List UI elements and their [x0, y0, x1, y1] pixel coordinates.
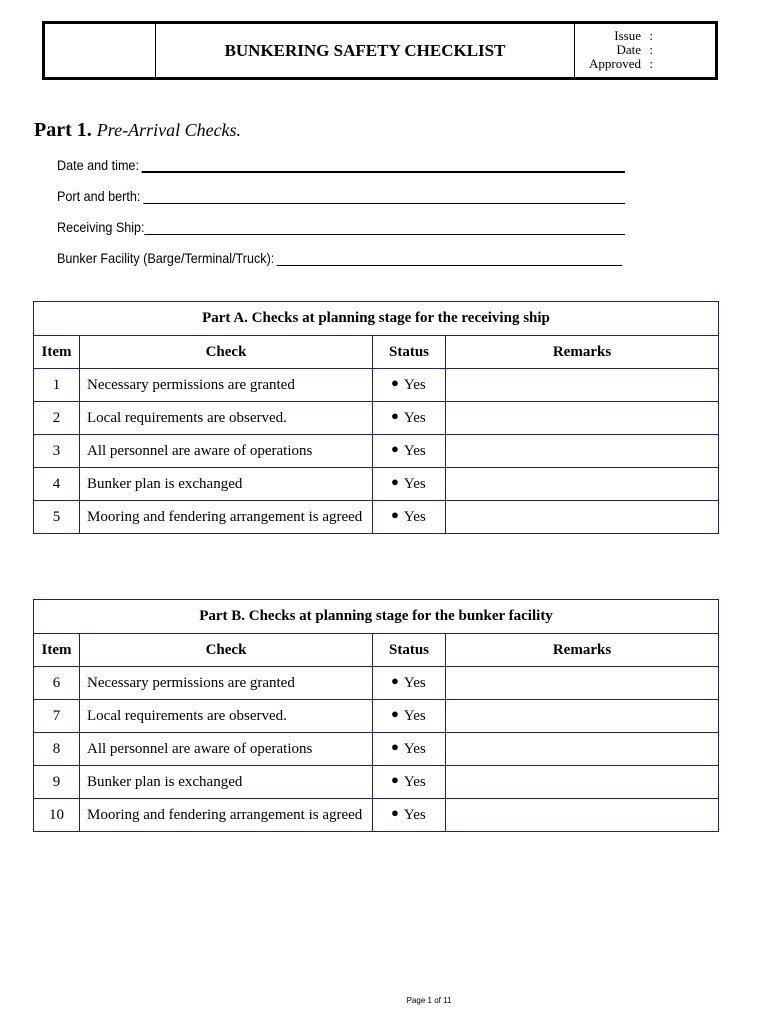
row-remarks[interactable]	[446, 667, 719, 700]
table-row	[34, 435, 719, 468]
row-status-value: Yes	[403, 773, 426, 790]
row-status[interactable]	[373, 468, 446, 501]
row-remarks[interactable]	[446, 799, 719, 832]
bullet-icon: ●	[391, 473, 399, 489]
col-check-header: Check	[80, 634, 373, 667]
row-item: 10	[34, 799, 80, 832]
row-item: 3	[34, 435, 80, 468]
col-status-header: Status	[373, 634, 446, 667]
bullet-icon: ●	[391, 705, 399, 721]
meta-issue-sep: :	[649, 28, 653, 43]
document-title: BUNKERING SAFETY CHECKLIST	[156, 24, 575, 77]
table-row	[34, 369, 719, 402]
row-status-value: Yes	[403, 409, 426, 426]
row-status[interactable]	[373, 700, 446, 733]
meta-date-sep: :	[649, 42, 653, 57]
col-item-header: Item	[34, 634, 80, 667]
meta-date-label: Date	[616, 42, 641, 57]
document-meta	[575, 24, 715, 77]
table-row	[34, 700, 719, 733]
row-status-value: Yes	[403, 442, 426, 459]
row-status-value: Yes	[403, 508, 426, 525]
row-item: 4	[34, 468, 80, 501]
row-status-value: Yes	[403, 475, 426, 492]
row-remarks[interactable]	[446, 766, 719, 799]
meta-date	[575, 43, 715, 57]
table-header-row	[34, 634, 719, 667]
row-check: Local requirements are observed.	[80, 700, 373, 733]
row-remarks[interactable]	[446, 468, 719, 501]
table-row	[34, 799, 719, 832]
bullet-icon: ●	[391, 374, 399, 390]
meta-issue-label: Issue	[614, 28, 641, 43]
part1-subtitle: Pre-Arrival Checks.	[96, 120, 242, 140]
part1-heading	[34, 119, 241, 142]
part-a-caption: Part A. Checks at planning stage for the receiving ship	[34, 302, 719, 336]
col-remarks-header: Remarks	[446, 336, 719, 369]
row-status[interactable]	[373, 766, 446, 799]
row-check: Necessary permissions are granted	[80, 369, 373, 402]
field-port-berth-label: Port and berth:	[57, 188, 141, 204]
bullet-icon: ●	[391, 506, 399, 522]
meta-approved	[575, 57, 715, 71]
row-status-value: Yes	[403, 674, 426, 691]
row-remarks[interactable]	[446, 501, 719, 534]
row-item: 6	[34, 667, 80, 700]
row-check: Mooring and fendering arrangement is agreed	[80, 501, 373, 534]
row-item: 7	[34, 700, 80, 733]
row-item: 5	[34, 501, 80, 534]
field-date-time	[57, 157, 625, 173]
field-port-berth	[57, 188, 625, 204]
field-bunker-facility-input[interactable]	[277, 252, 623, 266]
col-check-header: Check	[80, 336, 373, 369]
row-check: Bunker plan is exchanged	[80, 468, 373, 501]
document-header	[42, 21, 718, 80]
field-bunker-facility-label: Bunker Facility (Barge/Terminal/Truck):	[57, 250, 275, 266]
logo-area	[45, 24, 156, 77]
row-status[interactable]	[373, 667, 446, 700]
row-check: Bunker plan is exchanged	[80, 766, 373, 799]
row-remarks[interactable]	[446, 402, 719, 435]
bullet-icon: ●	[391, 804, 399, 820]
part-b-caption: Part B. Checks at planning stage for the bunker facility	[34, 600, 719, 634]
bullet-icon: ●	[391, 738, 399, 754]
table-row	[34, 766, 719, 799]
bullet-icon: ●	[391, 440, 399, 456]
field-receiving-ship-input[interactable]	[145, 221, 626, 235]
row-item: 2	[34, 402, 80, 435]
row-status[interactable]	[373, 799, 446, 832]
row-remarks[interactable]	[446, 435, 719, 468]
row-status-value: Yes	[403, 740, 426, 757]
field-port-berth-input[interactable]	[143, 190, 625, 204]
row-status[interactable]	[373, 733, 446, 766]
field-receiving-ship-label: Receiving Ship:	[57, 219, 145, 235]
bullet-icon: ●	[391, 672, 399, 688]
row-check: All personnel are aware of operations	[80, 435, 373, 468]
meta-approved-label: Approved	[589, 56, 641, 71]
field-date-time-input[interactable]	[142, 158, 625, 173]
table-row	[34, 733, 719, 766]
row-check: Mooring and fendering arrangement is agreed	[80, 799, 373, 832]
meta-issue	[575, 29, 715, 43]
row-item: 9	[34, 766, 80, 799]
row-status-value: Yes	[403, 707, 426, 724]
meta-approved-sep: :	[649, 56, 653, 71]
part1-number: Part 1.	[34, 119, 92, 141]
table-part-a	[33, 301, 719, 534]
bullet-icon: ●	[391, 771, 399, 787]
row-status[interactable]	[373, 402, 446, 435]
row-remarks[interactable]	[446, 700, 719, 733]
row-status-value: Yes	[403, 806, 426, 823]
col-status-header: Status	[373, 336, 446, 369]
row-check: Local requirements are observed.	[80, 402, 373, 435]
row-status[interactable]	[373, 435, 446, 468]
table-row	[34, 468, 719, 501]
page-footer: Page 1 of 11	[406, 996, 452, 1005]
table-part-b	[33, 599, 719, 832]
row-item: 1	[34, 369, 80, 402]
field-date-time-label: Date and time:	[57, 157, 139, 173]
row-item: 8	[34, 733, 80, 766]
row-status[interactable]	[373, 501, 446, 534]
row-status-value: Yes	[403, 376, 426, 393]
row-check: Necessary permissions are granted	[80, 667, 373, 700]
table-header-row	[34, 336, 719, 369]
row-remarks[interactable]	[446, 733, 719, 766]
row-remarks[interactable]	[446, 369, 719, 402]
field-bunker-facility	[57, 250, 623, 266]
col-remarks-header: Remarks	[446, 634, 719, 667]
row-status[interactable]	[373, 369, 446, 402]
col-item-header: Item	[34, 336, 80, 369]
table-row	[34, 667, 719, 700]
table-row	[34, 402, 719, 435]
bullet-icon: ●	[391, 407, 399, 423]
table-row	[34, 501, 719, 534]
field-receiving-ship	[57, 219, 625, 235]
row-check: All personnel are aware of operations	[80, 733, 373, 766]
